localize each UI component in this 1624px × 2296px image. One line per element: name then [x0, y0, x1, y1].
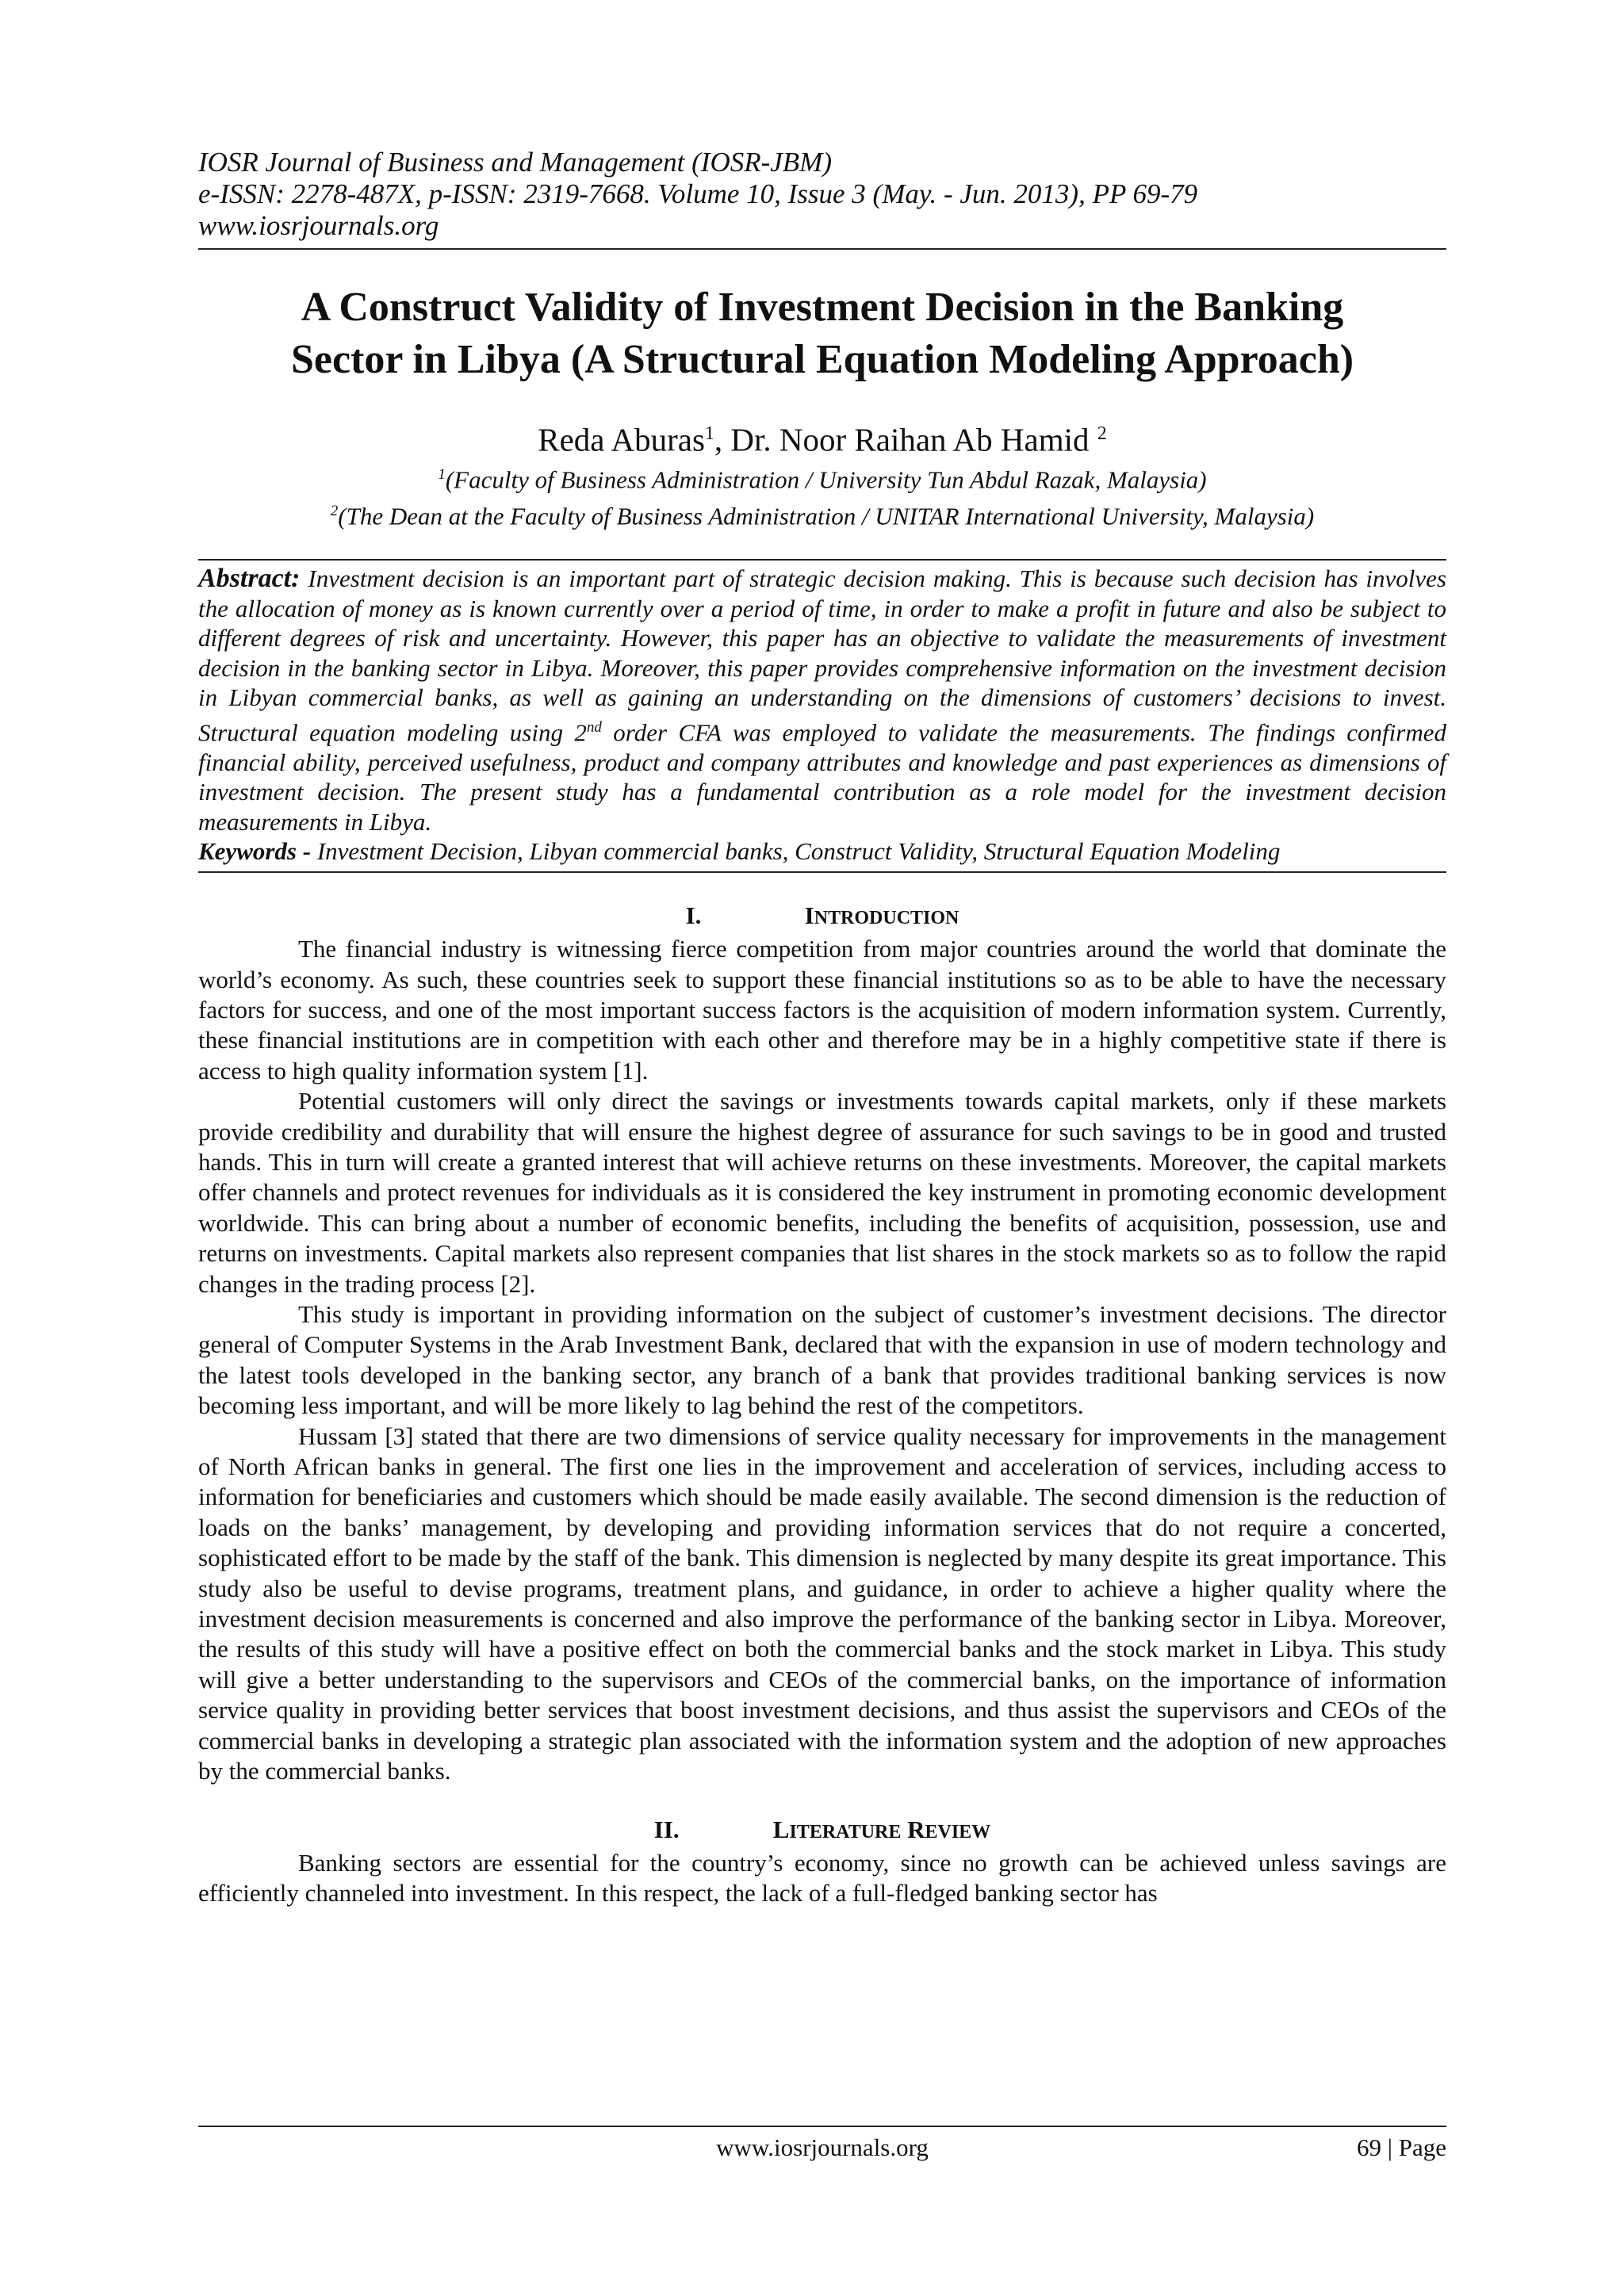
affiliation-mark: 1 [438, 465, 446, 483]
paper-page [198, 147, 1446, 1908]
section-title-rest: NTRODUCTION [814, 908, 959, 929]
affiliation [198, 459, 1446, 496]
paper-title-line-1: A Construct Validity of Investment Decision in the Banking [301, 285, 1344, 330]
abstract [198, 564, 1446, 836]
section-title-initial: I [804, 901, 814, 930]
journal-header [198, 147, 1446, 242]
author-affiliation-mark: 1 [704, 423, 714, 444]
body-paragraph: This study is important in providing information on the subject of customer’s investment decisions. The director general of Computer Systems in the Arab Investment Bank, declared that with the expansion in use of modern technology and the latest tools developed in the banking sector, any branch of a bank that provides traditional banking services is now becoming less important, and will be more likely to lag behind the rest of the competitors. [198, 1300, 1446, 1420]
affiliation-mark: 2 [330, 502, 339, 519]
abstract-divider [198, 559, 1446, 561]
paper-title [198, 281, 1446, 386]
keywords-label: Keywords - [198, 837, 317, 866]
body-paragraph: Potential customers will only direct the savings or investments towards capital markets, only if these markets provide credibility and durability that will ensure the highest degree of assurance for such savings to be in good and trusted hands. This in turn will create a granted interest that will achieve returns on these investments. Moreover, the capital markets offer channels and protect revenues for individuals as it is considered the key instrument in promoting economic development worldwide. This can bring about a number of economic benefits, including the benefits of acquisition, possession, use and returns on investments. Capital markets also represent companies that list shares in the stock markets so as to follow the rapid changes in the trading process [2]. [198, 1087, 1446, 1298]
ordinal-suffix: nd [586, 718, 602, 736]
section-title-rest: ITERATURE [789, 1821, 902, 1843]
journal-name: IOSR Journal of Business and Management (IOSR-JBM) [198, 147, 832, 178]
abstract-label: Abstract: [198, 564, 301, 594]
author-name: Dr. Noor Raihan Ab Hamid [730, 421, 1097, 458]
section-number: II. [653, 1815, 680, 1843]
affiliation-text: (Faculty of Business Administration / University Tun Abdul Razak, Malaysia) [445, 465, 1207, 493]
footer-divider [198, 2126, 1446, 2127]
section-title-initial: R [907, 1815, 925, 1843]
keywords-text: Investment Decision, Libyan commercial banks, Construct Validity, Structural Equation Modeling [316, 837, 1281, 866]
section-heading [198, 1814, 1446, 1848]
body-paragraph: Hussam [3] stated that there are two dimensions of service quality necessary for improvements in the management of North African banks in general. The first one lies in the improvement and acceleration of services, including access to information for beneficiaries and customers which should be made easily available. The second dimension is the reduction of loads on the banks’ management, by developing and providing information services that do not require a concerted, sophisticated effort to be made by the staff of the bank. This dimension is neglected by many despite its great importance. This study also be useful to devise programs, treatment plans, and guidance, in order to achieve a higher quality where the investment decision measurements is concerned and also improve the performance of the banking sector in Libya. Moreover, the results of this study will have a positive effect on both the commercial banks and the stock market in Libya. This study will give a better understanding to the supervisors and CEOs of the commercial banks, on the importance of information service quality in providing better services that boost investment decisions, and thus assist the supervisors and CEOs of the commercial banks in developing a strategic plan associated with the information system and the adoption of new approaches by the commercial banks. [198, 1422, 1446, 1785]
keywords-divider [198, 871, 1446, 873]
paper-title-line-2: Sector in Libya (A Structural Equation Modeling Approach) [290, 337, 1354, 382]
author-name: Reda Aburas [538, 421, 705, 458]
journal-website: www.iosrjournals.org [198, 210, 439, 241]
keywords [198, 836, 1446, 867]
abstract-text: Investment decision is an important part of strategic decision making. This is because such decision has involves the allocation of money as is known currently over a period of time, in order to make a profit in future and also be subject to different degrees of risk and uncertainty. However, this paper has an objective to validate the measurements of investment decision in the banking sector in Libya. Moreover, this paper provides comprehensive information on the investment decision in Libyan commercial banks, as well as gaining an understanding on the dimensions of customers’ decisions to invest. Structural equation modeling using 2 [198, 564, 1446, 747]
journal-issn: e-ISSN: 2278-487X, p-ISSN: 2319-7668. Volume 10, Issue 3 (May. - Jun. 2013), PP 69-79 [198, 178, 1198, 209]
section-title-initial: L [772, 1815, 790, 1843]
section-heading [198, 900, 1446, 934]
affiliation-text: (The Dean at the Faculty of Business Administration / UNITAR International University, Malaysia) [338, 502, 1315, 530]
page-number: 69 | Page [1357, 2133, 1446, 2161]
author-separator: , [714, 421, 731, 458]
abstract-text: order CFA was employed to validate the measurements. The findings confirmed financial ability, perceived usefulness, product and company attributes and knowledge and past experiences as dimensions of investment decision. The present study has a fundamental contribution as a role model for the investment decision measurements in Libya. [198, 718, 1446, 836]
author-affiliation-mark: 2 [1097, 423, 1107, 444]
header-divider [198, 248, 1446, 250]
section-title-rest: EVIEW [925, 1821, 991, 1843]
body-paragraph: Banking sectors are essential for the country’s economy, since no growth can be achieved unless savings are efficiently channeled into investment. In this respect, the lack of a full-fledged banking sector has [198, 1848, 1446, 1907]
author-list [198, 415, 1446, 459]
footer-website: www.iosrjournals.org [716, 2133, 929, 2161]
body-paragraph: The financial industry is witnessing fierce competition from major countries around the world that dominate the world’s economy. As such, these countries seek to support these financial institutions so as to be able to have the necessary factors for success, and one of the most important success factors is the acquisition of modern information system. Currently, these financial institutions are in competition with each other and therefore may be in a highly competitive state if there is access to high quality information system [1]. [198, 935, 1446, 1085]
affiliation [198, 496, 1446, 532]
section-number: I. [685, 901, 702, 930]
